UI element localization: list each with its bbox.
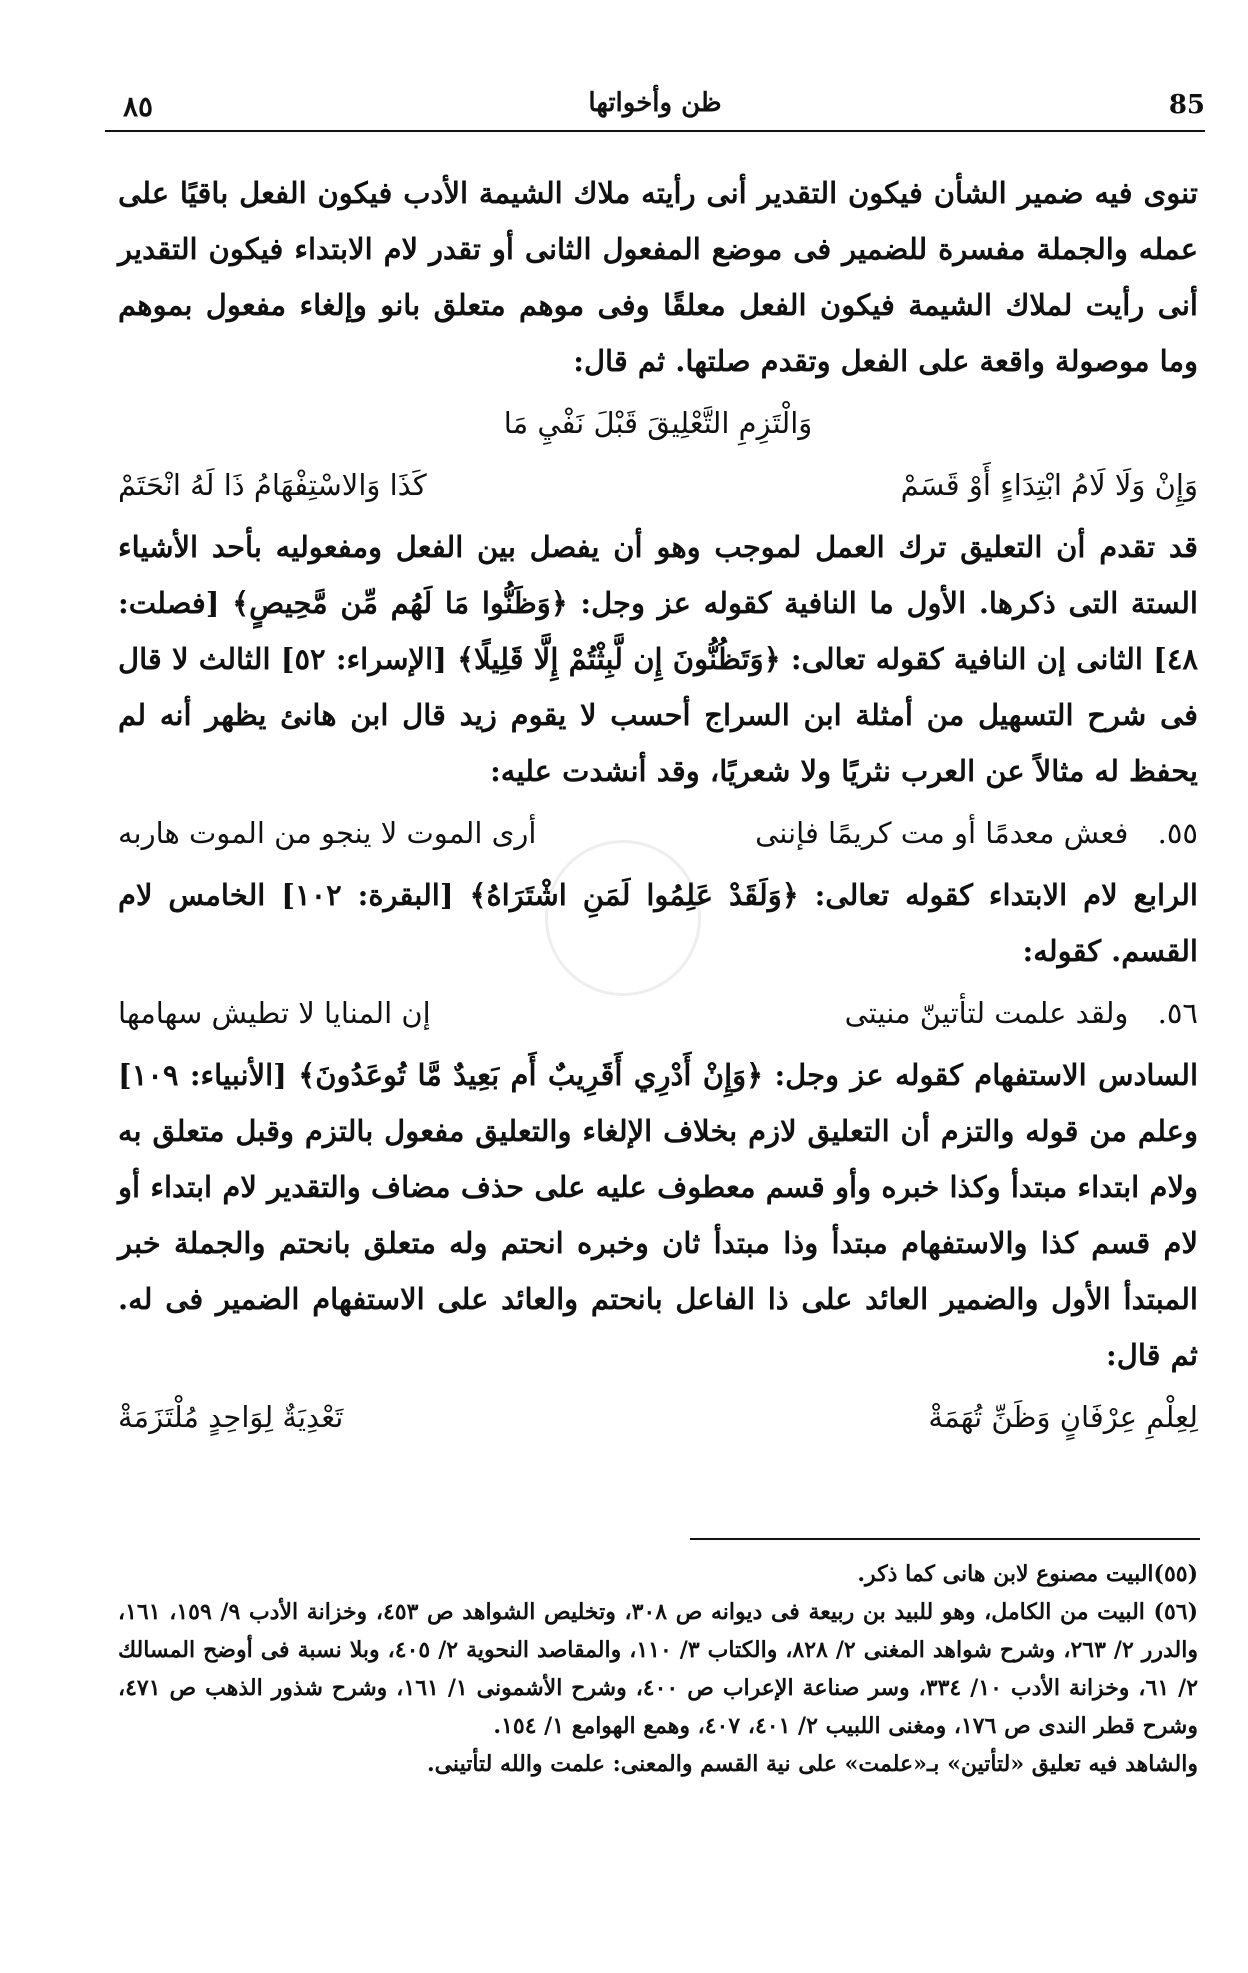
verse-3-second-hemistich: أرى الموت لا ينجو من الموت هاربه — [118, 816, 537, 850]
footnote-56: (٥٦) البيت من الكامل، وهو للبيد بن ربيعة فى ديوانه ص ٣٠٨، وتخليص الشواهد ص ٤٥٣، وخزانة الأدب ٩/ ١٥٩، ١٦١، والدرر ٢/ ٢٦٣، وشرح شواهد المغنى ٢/ ٨٢٨، والكتاب ٣/ ١١٠، والمقاصد النحوية ٢/ ٤٠٥، وبلا نسبة فى أوضح المسالك ٢/ ٦١، وخزانة الأدب ١٠/ ٣٣٤، وسر صناعة الإعراب ص ٤٠٠، وشرح الأشمونى ١/ ١٦١، وشرح شذور الذهب ص ٤٧١، وشرح قطر الندى ص ١٧٦، ومغنى اللبيب ٢/ ٤٠١، ٤٠٧، وهمع الهوامع ١/ ١٥٤. — [118, 1599, 1199, 1739]
header-rule — [105, 130, 1205, 132]
verse-2-second-hemistich: كَذَا وَالاسْتِفْهَامُ ذَا لَهُ انْحَتَمْ — [118, 468, 427, 502]
footnote-55: (٥٥)البيت مصنوع لابن هانى كما ذكر. — [857, 1561, 1198, 1587]
page-number-latin: 85 — [1168, 90, 1205, 120]
main-text — [118, 165, 1198, 1451]
paragraph-2: قد تقدم أن التعليق ترك العمل لموجب وهو أن يفصل بين الفعل ومفعوليه بأحد الأشياء الستة التى ذكرها. الأول ما النافية كقوله عز وجل: ﴿وَظَنُّوا مَا لَهُم مِّن مَّحِيصٍ﴾ [فصلت: ٤٨] الثانى إن النافية كقوله تعالى: ﴿وَتَظُنُّونَ إِن لَّبِثْتُمْ إِلَّا قَلِيلًا﴾ [الإسراء: ٥٢] الثالث لا قال فى شرح التسهيل من أمثلة ابن السراج أحسب لا يقوم زيد قال ابن هانئ يظهر أنه لم يحفظ له مثالاً عن العرب نثريًا ولا شعريًا، وقد أنشدت عليه: — [118, 530, 1198, 788]
verse-line-5 — [118, 1389, 1198, 1445]
verse-3-number: ٥٥. — [1157, 816, 1198, 850]
verse-line-4 — [118, 985, 1198, 1041]
verse-line-1 — [118, 395, 1198, 451]
verse-5-second-hemistich: تَعْدِيَةٌ لِوَاحِدٍ مُلْتَزَمَةْ — [118, 1400, 344, 1434]
paragraph-1: تنوى فيه ضمير الشأن فيكون التقدير أنى رأيته ملاك الشيمة الأدب فيكون الفعل باقيًا على عمله والجملة مفسرة للضمير فى موضع المفعول الثانى أو تقدر لام الابتداء فيكون التقدير أنى رأيت لملاك الشيمة فيكون الفعل معلقًا وفى موهم متعلق بانو وإلغاء مفعول بموهم وما موصولة واقعة على الفعل وتقدم صلتها. ثم قال: — [118, 176, 1198, 378]
footnote-56-note: والشاهد فيه تعليق «لتأتين» بـ«علمت» على نية القسم والمعنى: علمت والله لتأتينى. — [426, 1751, 1198, 1777]
paragraph-4: السادس الاستفهام كقوله عز وجل: ﴿وَإِنْ أَدْرِي أَقَرِيبٌ أَم بَعِيدٌ مَّا تُوعَدُونَ﴾ [الأنبياء: ١٠٩] وعلم من قوله والتزم أن التعليق لازم بخلاف الإلغاء والتعليق مفعول بالتزم وقبل متعلق به ولام ابتداء مبتدأ وكذا خبره وأو قسم معطوف عليه على حذف مضاف والتقدير لام ابتداء أو لام قسم كذا والاستفهام مبتدأ وذا مبتدأ ثان وخبره انحتم وله متعلق بانحتم والجملة خبر المبتدأ الأول والضمير العائد على ذا الفاعل بانحتم والعائد على الاستفهام الضمير فى له. ثم قال: — [118, 1058, 1198, 1372]
footnote-rule — [690, 1538, 1200, 1540]
verse-2-first-hemistich: وَإِنْ وَلَا لَامُ ابْتِدَاءٍ أَوْ قَسَمْ — [900, 468, 1198, 502]
verse-1-text: وَالْتَزِمِ التَّعْلِيقَ قَبْلَ نَفْيِ مَا — [503, 406, 813, 440]
footnotes — [118, 1555, 1198, 1783]
verse-3-first-hemistich: فعش معدمًا أو مت كريمًا فإننى — [755, 816, 1129, 850]
verse-5-first-hemistich: لِعِلْمِ عِرْفَانٍ وَظَنِّ تُهَمَةْ — [928, 1400, 1198, 1434]
verse-line-3 — [118, 805, 1198, 861]
verse-line-2 — [118, 457, 1198, 513]
page-number-arabic: ٨٥ — [123, 90, 154, 123]
running-title: ظن وأخواتها — [588, 88, 722, 118]
verse-4-second-hemistich: إن المنايا لا تطيش سهامها — [118, 996, 431, 1030]
verse-4-first-hemistich: ولقد علمت لتأتينّ منيتى — [844, 996, 1129, 1030]
verse-4-number: ٥٦. — [1157, 996, 1198, 1030]
paragraph-3: الرابع لام الابتداء كقوله تعالى: ﴿وَلَقَدْ عَلِمُوا لَمَنِ اشْتَرَاهُ﴾ [البقرة: ١٠٢] الخامس لام القسم. كقوله: — [118, 878, 1198, 968]
page-header — [105, 82, 1205, 132]
